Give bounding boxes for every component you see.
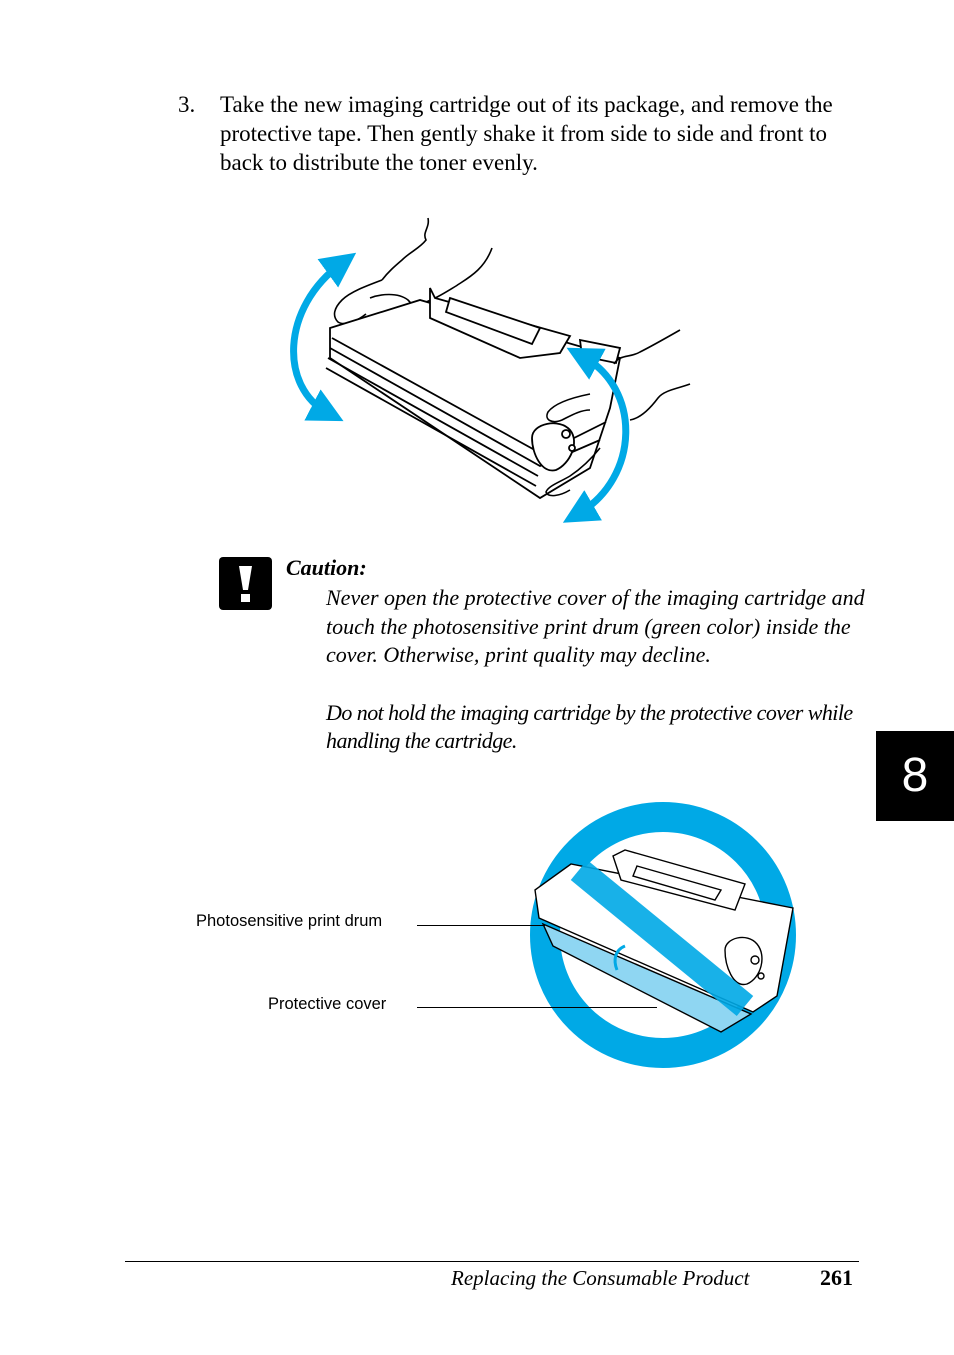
callout-protective-cover: Protective cover — [268, 995, 387, 1013]
caution-paragraph: Do not hold the imaging cartridge by the protective cover while handling the cartridge. — [326, 699, 853, 753]
caution-paragraph: Never open the protective cover of the imaging cartridge and touch the photosensitive print drum (green color) inside the cover. Otherwise, print quality may decline. — [326, 585, 865, 667]
page-number: 261 — [820, 1265, 853, 1290]
footer-title: Replacing the Consumable Product — [451, 1266, 750, 1290]
shake-cartridge-illustration — [270, 208, 700, 528]
chapter-tab: 8 — [876, 731, 954, 821]
step-number: 3. — [178, 92, 196, 117]
caution-icon — [219, 557, 272, 610]
callout-leader-cover — [417, 1007, 657, 1008]
callout-photosensitive-drum: Photosensitive print drum — [196, 912, 383, 930]
caution-title: Caution: — [286, 555, 367, 580]
caution-body — [326, 584, 866, 785]
callout-leader-drum — [417, 925, 545, 926]
prohibited-handling-illustration — [525, 800, 805, 1072]
step-text: Take the new imaging cartridge out of its package, and remove the protective tape. Then gently shake it from side to side and front to back to distribute the toner evenly. — [220, 92, 833, 175]
footer-rule — [125, 1261, 859, 1262]
imaging-cartridge-icon — [326, 288, 620, 498]
